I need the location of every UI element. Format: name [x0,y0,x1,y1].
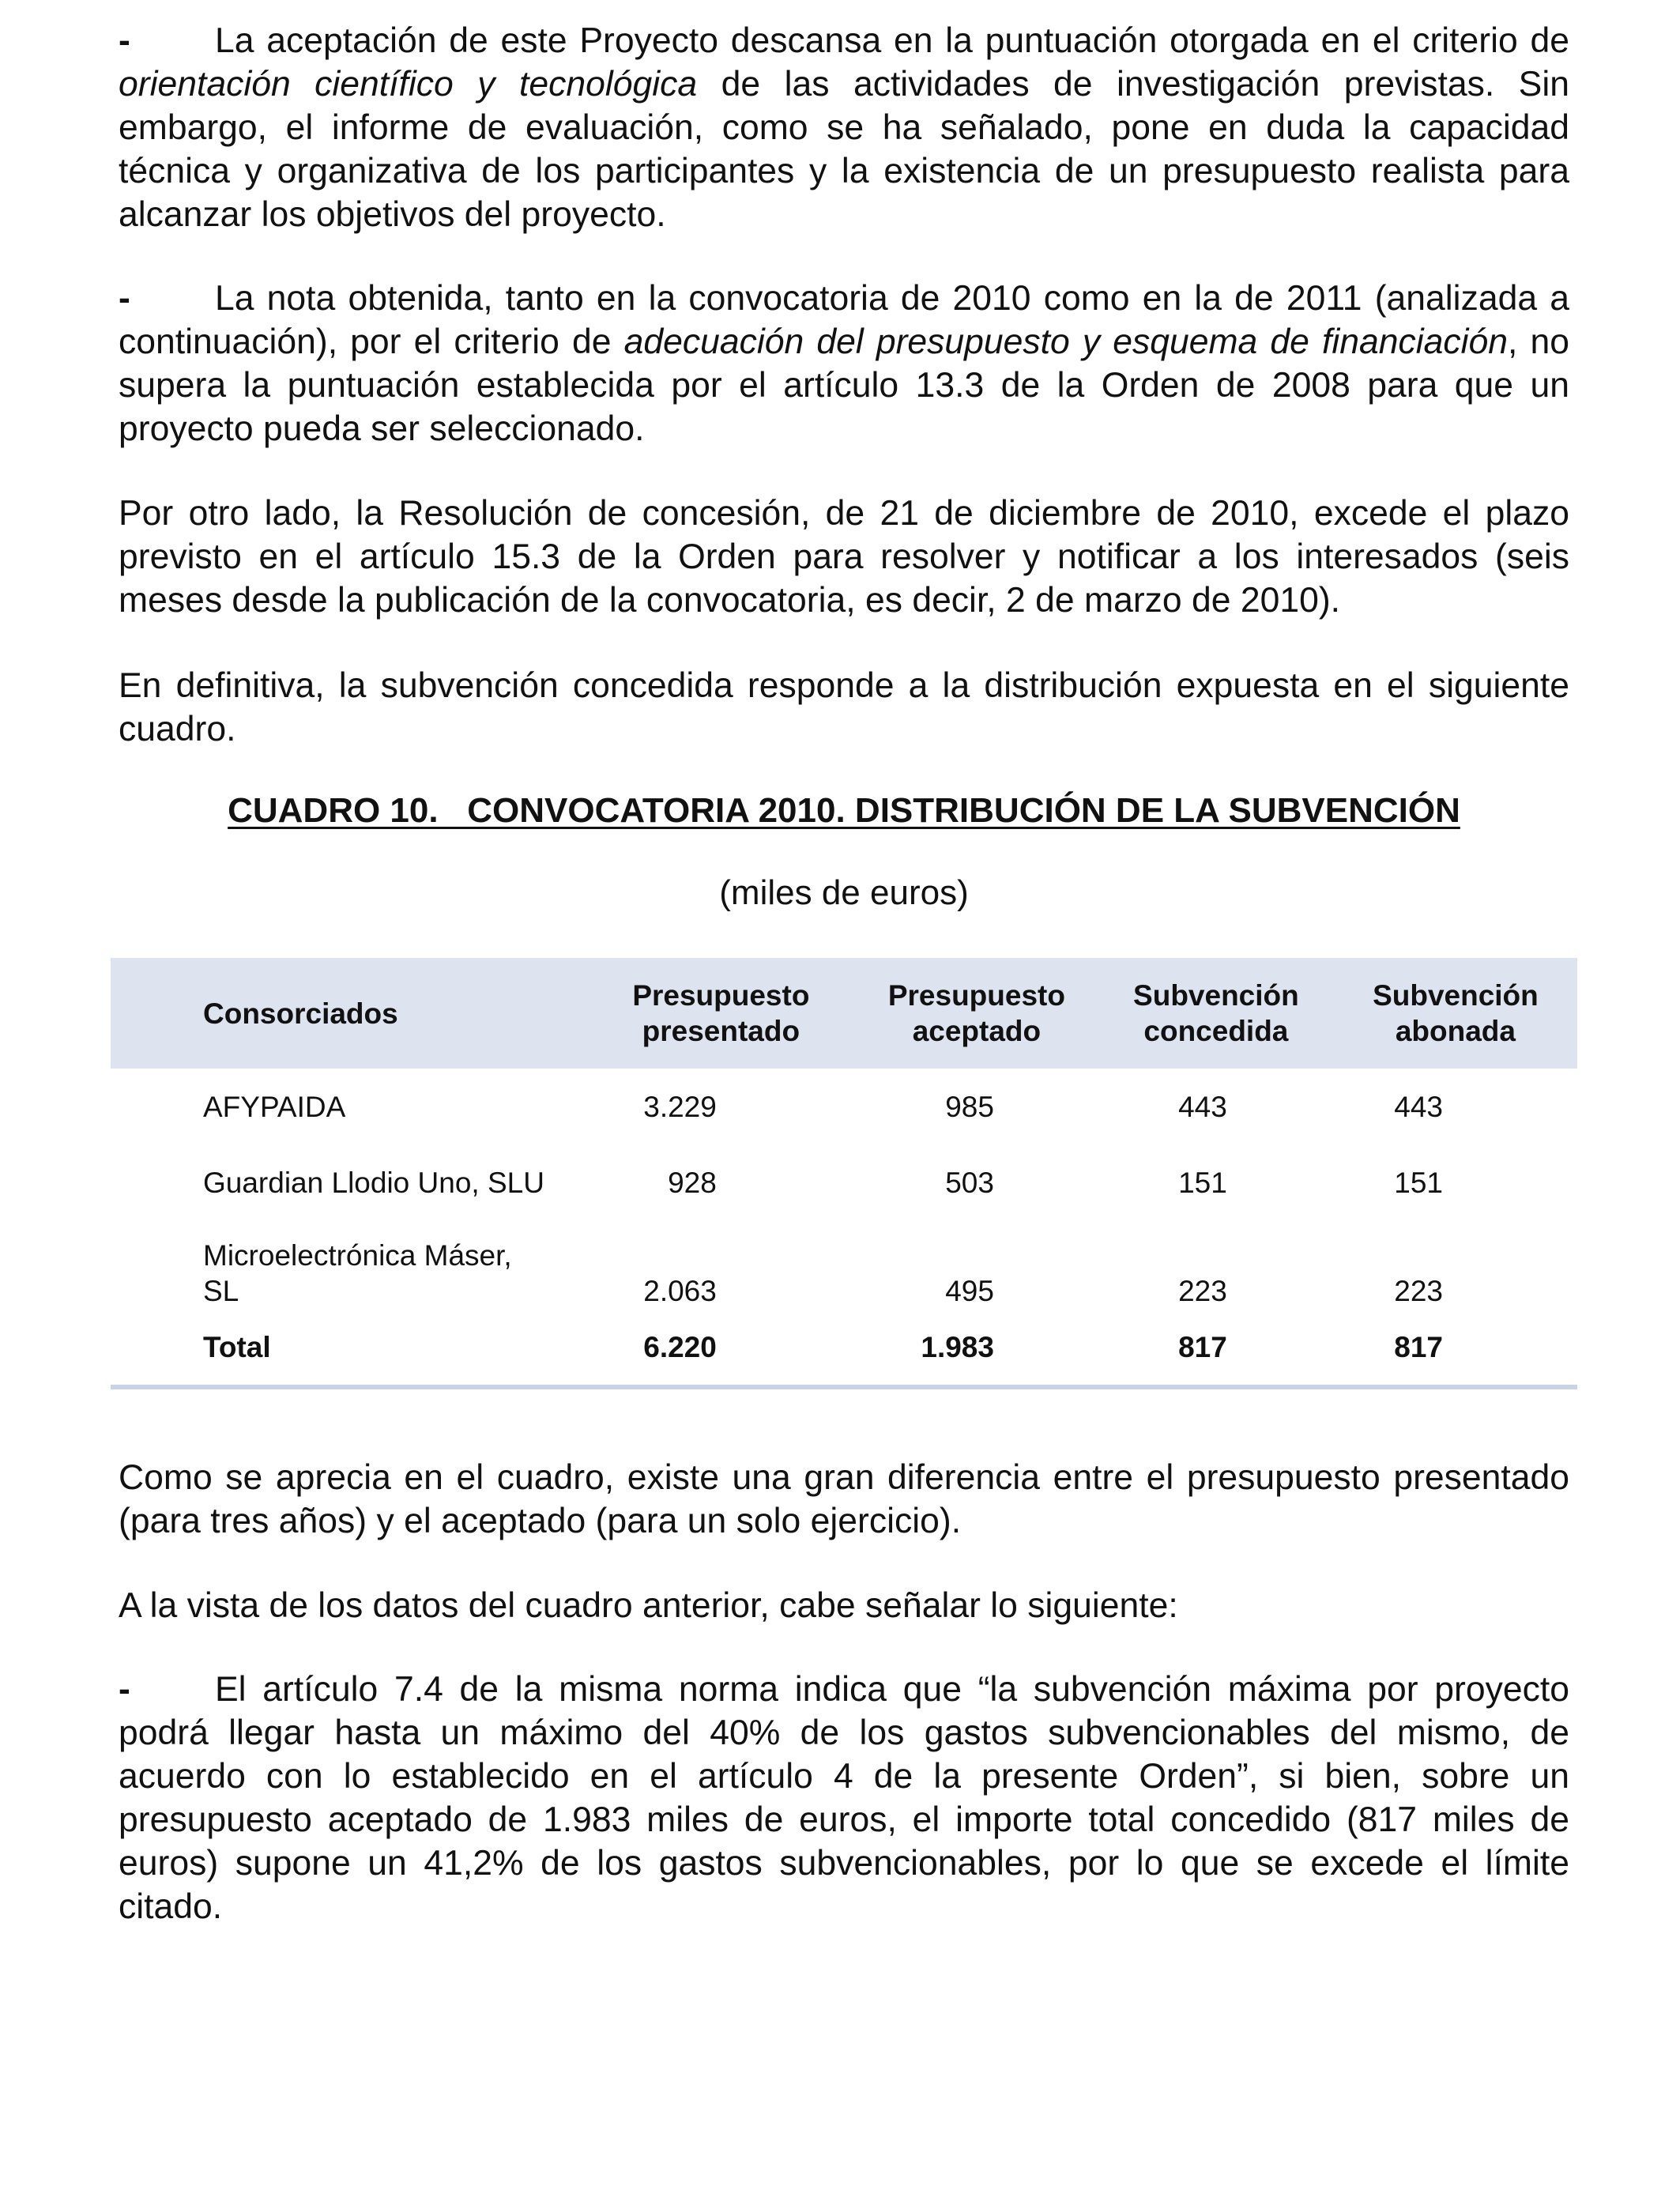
bullet-dash: - [119,1670,130,1709]
cell-consorciado: Microelectrónica Máser, SL [203,1239,512,1307]
cell-abonada: 223 [1394,1275,1443,1307]
cell-concedida: 223 [1178,1275,1227,1307]
table-unit: (miles de euros) [719,873,969,912]
cell-consorciado: AFYPAIDA [203,1090,346,1123]
subsidy-distribution-table [111,958,1577,1389]
header-consorciados: Consorciados [203,997,398,1030]
table-header-row [111,958,1577,1069]
table-row [111,1220,1577,1309]
cell-presentado: 3.229 [643,1090,717,1123]
cell-consorciado: Guardian Llodio Uno, SLU [203,1166,544,1199]
cell-concedida: 443 [1178,1090,1227,1123]
table-row [111,1144,1577,1220]
bullet-dash: - [119,279,130,318]
cell-aceptado: 985 [945,1090,994,1123]
cell-presentado: 928 [668,1166,717,1199]
cell-concedida: 817 [1098,1309,1334,1387]
header-presupuesto-presentado: Presupuesto presentado [632,979,810,1047]
cell-abonada: 817 [1334,1309,1577,1387]
cell-aceptado: 503 [945,1166,994,1199]
header-subvencion-concedida: Subvención concedida [1133,979,1299,1047]
cell-aceptado: 1.983 [855,1309,1098,1387]
paragraph-score: - La nota obtenida, tanto en la convocatoria de 2010 como en la de 2011 (analizada a continuación), por el criterio de adecuación del presupuesto y esquema de financiación, no supera la puntuación establecida por el artículo 13.3 de la Orden de 2008 para que un proyecto pueda ser seleccionado. [119,277,1569,450]
cell-presentado: 2.063 [643,1275,717,1307]
cell-presentado: 6.220 [587,1309,855,1387]
cell-abonada: 443 [1394,1090,1443,1123]
paragraph-observations-intro: A la vista de los datos del cuadro anterior, cabe señalar lo siguiente: [119,1586,1178,1625]
paragraph-acceptance: - La aceptación de este Proyecto descansa en la puntuación otorgada en el criterio de orientación científico y tecnológica de las actividades de investigación previstas. Sin embargo, el informe de evaluación, como se ha señalado, pone en duda la capacidad técnica y organizativa de los participantes y la existencia de un presupuesto realista para alcanzar los objetivos del proyecto. [119,19,1569,236]
header-presupuesto-aceptado: Presupuesto aceptado [887,979,1065,1047]
header-subvencion-abonada: Subvención abonada [1373,979,1539,1047]
paragraph-article-7-4: - El artículo 7.4 de la misma norma indica que “la subvención máxima por proyecto podrá llegar hasta un máximo del 40% de los gastos subvencionables del mismo, de acuerdo con lo establecido en el artículo 4 de la presente Orden”, si bien, sobre un presupuesto aceptado de 1.983 miles de euros, el importe total concedido (817 miles de euros) supone un 41,2% de los gastos subvencionables, por lo que se excede el límite citado. [119,1668,1569,1928]
cell-abonada: 151 [1394,1166,1443,1199]
cell-aceptado: 495 [945,1275,994,1307]
cell-concedida: 151 [1178,1166,1227,1199]
bullet-dash: - [119,21,130,60]
table-total-row [111,1309,1577,1387]
paragraph-resolution: Por otro lado, la Resolución de concesión, de 21 de diciembre de 2010, excede el plazo previsto en el artículo 15.3 de la Orden para resolver y notificar a los interesados (seis meses desde la publicación de la convocatoria, es decir, 2 de marzo de 2010). [119,494,1569,620]
table-row [111,1069,1577,1144]
paragraph-conclusion: En definitiva, la subvención concedida responde a la distribución expuesta en el siguiente cuadro. [119,666,1569,748]
cell-total-label: Total [111,1309,587,1387]
table-title: CUADRO 10. CONVOCATORIA 2010. DISTRIBUCIÓN DE LA SUBVENCIÓN [228,791,1460,830]
paragraph-difference: Como se aprecia en el cuadro, existe una gran diferencia entre el presupuesto presentado (para tres años) y el aceptado (para un solo ejercicio). [119,1458,1569,1540]
